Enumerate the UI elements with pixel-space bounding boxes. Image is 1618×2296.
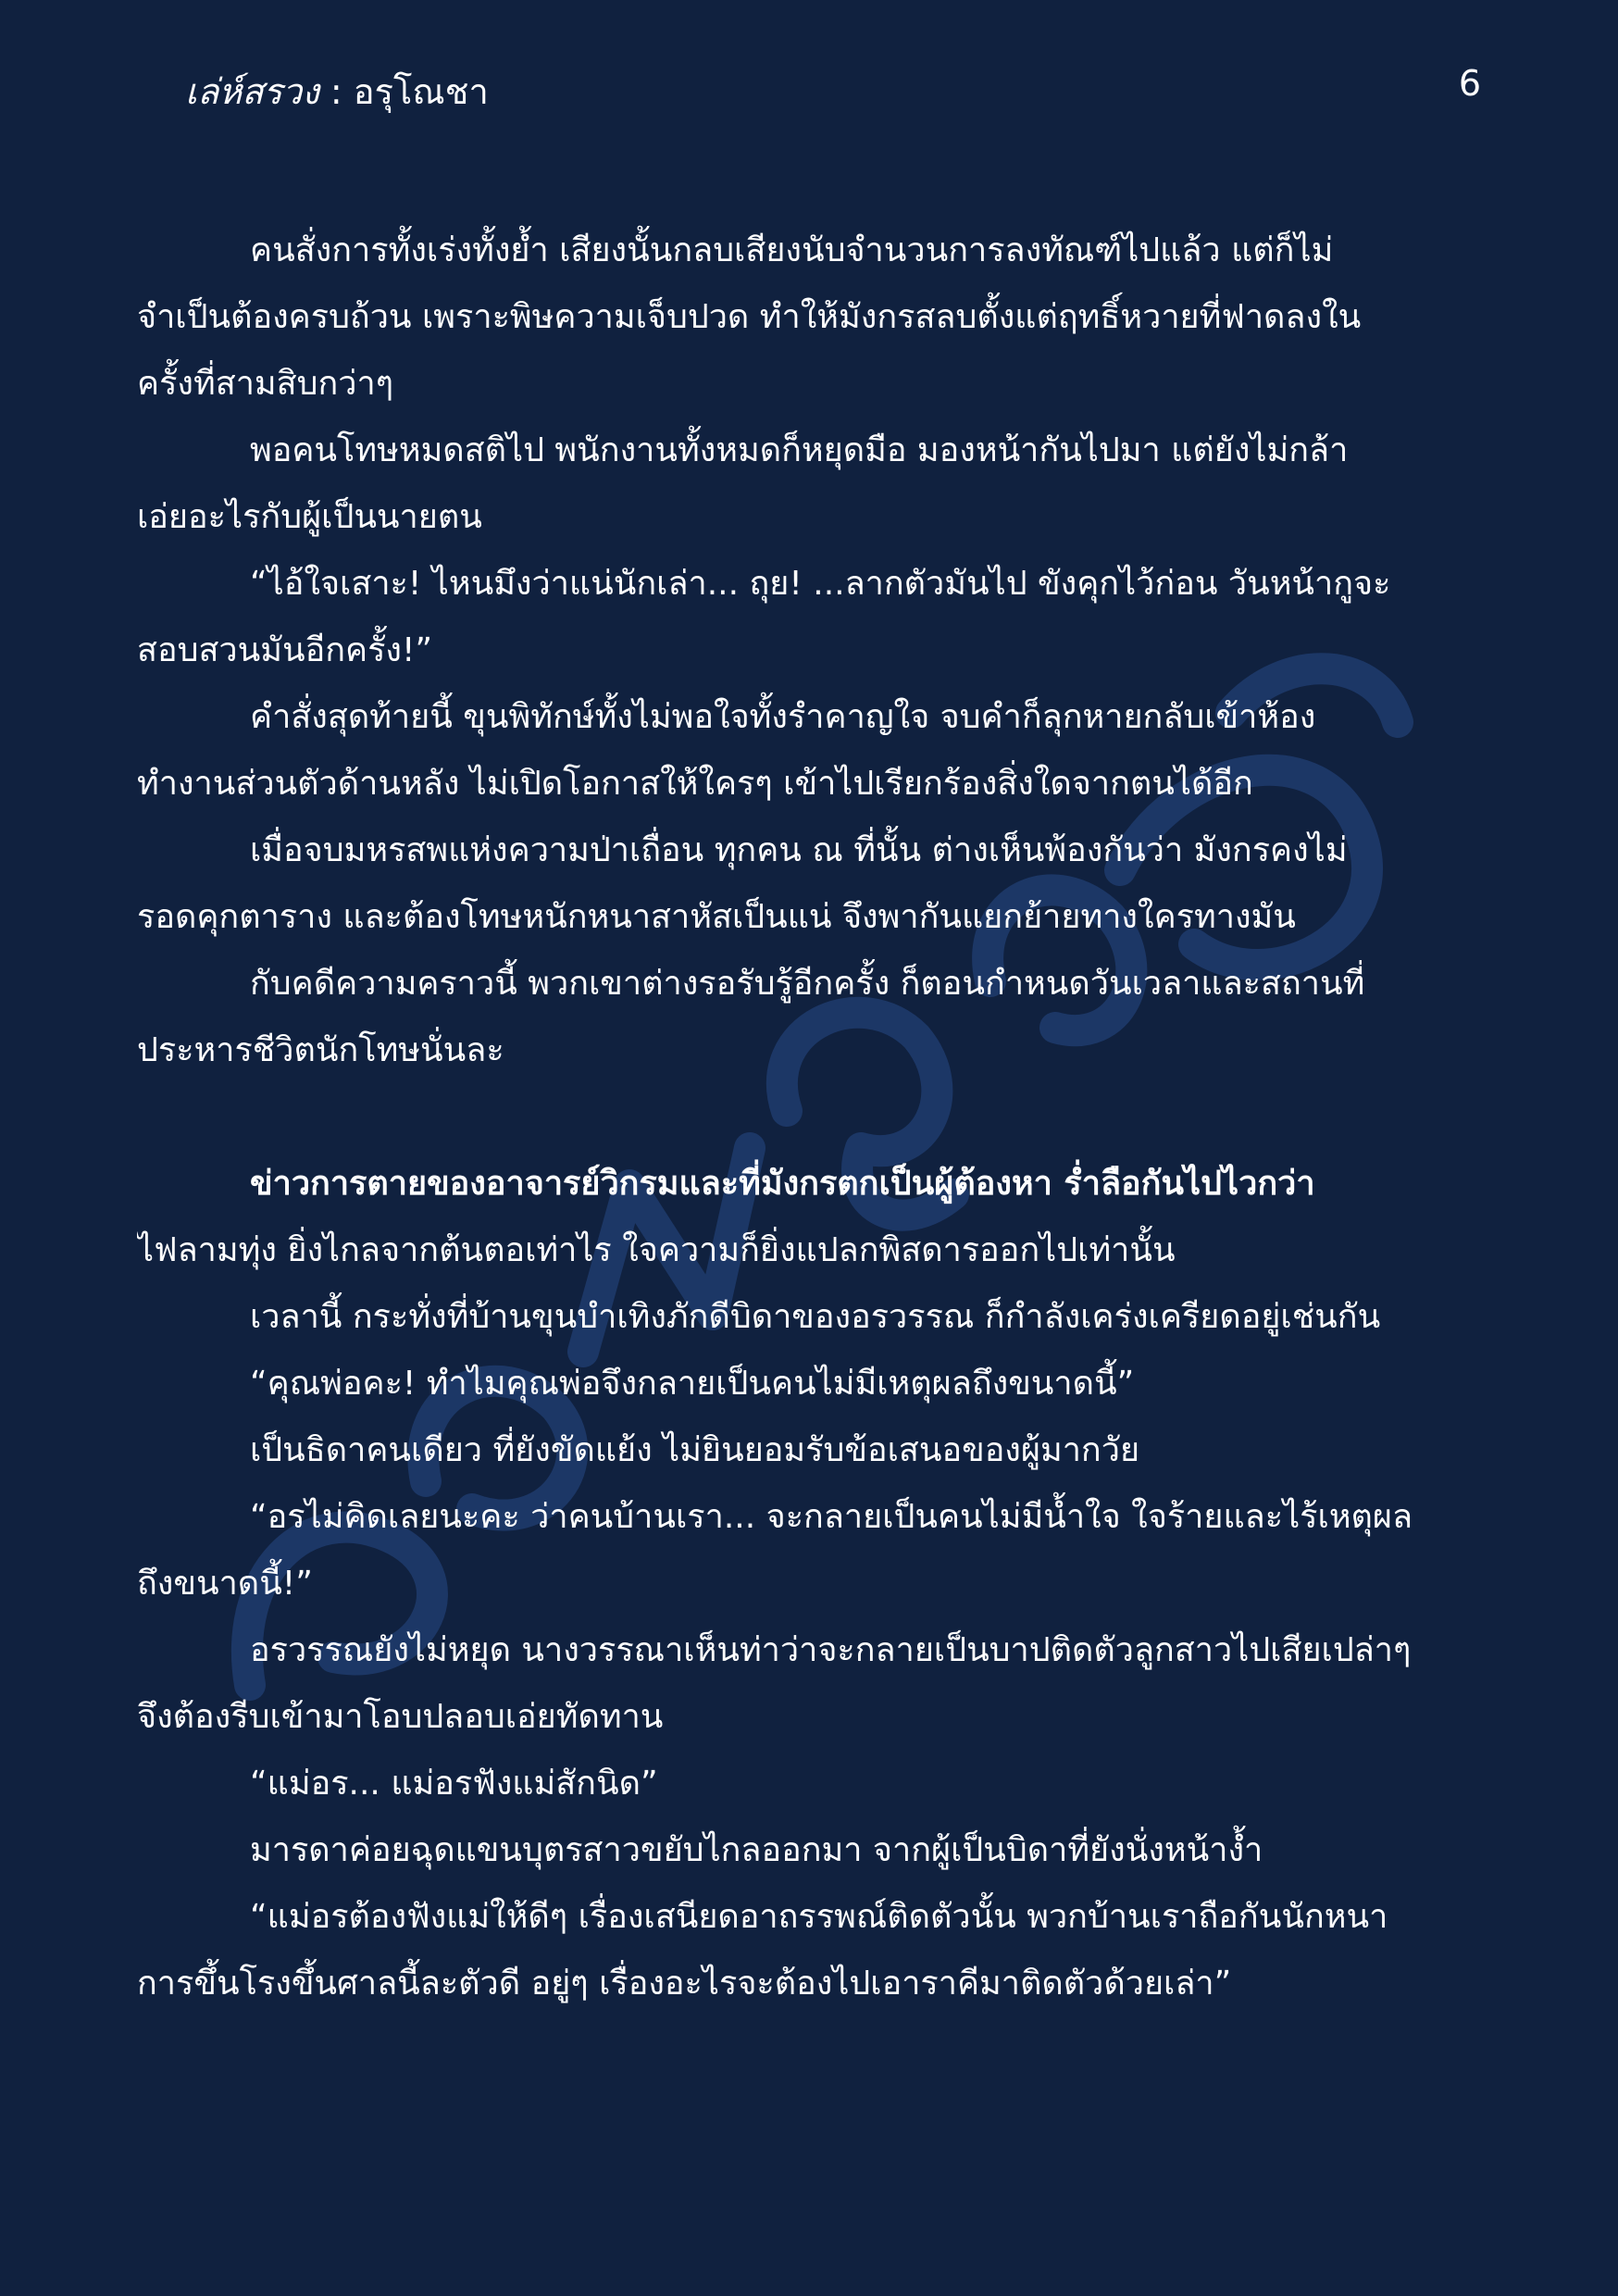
page-header <box>185 63 1481 119</box>
author-name: : อรุโณชา <box>318 71 489 112</box>
text-line: “คุณพ่อคะ! ทำไมคุณพ่อจึงกลายเป็นคนไม่มีเหตุผลถึงขนาดนี้” <box>250 1365 1135 1403</box>
text-line: กับคดีความคราวนี้ พวกเขาต่างรอรับรู้อีกครั้ง ก็ตอนกำหนดวันเวลาและสถานที่ <box>250 965 1365 1003</box>
text-line: ไฟลามทุ่ง ยิ่งไกลจากต้นตอเท่าไร ใจความก็ยิ่งแปลกพิสดารออกไปเท่านั้น <box>137 1231 1176 1269</box>
text-line: “แม่อร... แม่อรฟังแม่สักนิด” <box>250 1765 658 1803</box>
text-line: เวลานี้ กระทั่งที่บ้านขุนบำเทิงภักดีบิดาของอรวรรณ ก็กำลังเคร่งเครียดอยู่เช่นกัน <box>250 1298 1381 1336</box>
running-title <box>185 63 489 119</box>
text-line: คนสั่งการทั้งเร่งทั้งย้ำ เสียงนั้นกลบเสียงนับจำนวนการลงทัณฑ์ไปแล้ว แต่ก็ไม่ <box>250 231 1334 269</box>
page-number: 6 <box>1458 63 1481 104</box>
text-line: จำเป็นต้องครบถ้วน เพราะพิษความเจ็บปวด ทำให้มังกรสลบตั้งแต่ฤทธิ์หวายที่ฟาดลงใน <box>137 298 1362 336</box>
text-line: อรวรรณยังไม่หยุด นางวรรณาเห็นท่าว่าจะกลายเป็นบาปติดตัวลูกสาวไปเสียเปล่าๆ <box>250 1631 1412 1669</box>
text-line: “ไอ้ใจเสาะ! ไหนมึงว่าแน่นักเล่า... ถุย! ...ลากตัวมันไป ขังคุกไว้ก่อน วันหน้ากูจะ <box>250 565 1391 603</box>
bold-lead-line <box>137 1151 1488 1217</box>
text-line: เมื่อจบมหรสพแห่งความป่าเถื่อน ทุกคน ณ ที่นั้น ต่างเห็นพ้องกันว่า มังกรคงไม่ <box>250 831 1348 869</box>
text-line: รอดคุกตาราง และต้องโทษหนักหนาสาหัสเป็นแน่ จึงพากันแยกย้ายทางใครทางมัน <box>137 898 1296 936</box>
text-line: ครั้งที่สามสิบกว่าๆ <box>137 365 394 403</box>
text-line: การขึ้นโรงขึ้นศาลนี้ละตัวดี อยู่ๆ เรื่องอะไรจะต้องไปเอาราคีมาติดตัวด้วยเล่า” <box>137 1965 1232 2003</box>
text-line: สอบสวนมันอีกครั้ง!” <box>137 631 433 669</box>
text-line: จึงต้องรีบเข้ามาโอบปลอบเอ่ยทัดทาน <box>137 1698 664 1736</box>
bold-lead-text: ข่าวการตายของอาจารย์วิกรมและที่มังกรตกเป็นผู้ต้องหา ร่ำลือกันไปไวกว่า <box>250 1165 1315 1203</box>
book-title: เล่ห์สรวง <box>185 71 319 112</box>
text-line: เป็นธิดาคนเดียว ที่ยังขัดแย้ง ไม่ยินยอมรับข้อเสนอของผู้มากวัย <box>250 1431 1140 1469</box>
text-line: ทำงานส่วนตัวด้านหลัง ไม่เปิดโอกาสให้ใครๆ เข้าไปเรียกร้องสิ่งใดจากตนได้อีก <box>137 765 1253 803</box>
text-line: เอ่ยอะไรกับผู้เป็นนายตน <box>137 498 482 536</box>
text-line: ถึงขนาดนี้!” <box>137 1565 313 1603</box>
body-text <box>137 218 1488 2017</box>
text-line: มารดาค่อยฉุดแขนบุตรสาวขยับไกลออกมา จากผู้เป็นบิดาที่ยังนั่งหน้างํ้า <box>250 1831 1263 1869</box>
text-line: ประหารชีวิตนักโทษนั่นละ <box>137 1031 504 1069</box>
section-break <box>137 1084 1488 1151</box>
text-line: “แม่อรต้องฟังแม่ให้ดีๆ เรื่องเสนียดอาถรรพณ์ติดตัวนั้น พวกบ้านเราถือกันนักหนา <box>250 1898 1388 1936</box>
text-line: พอคนโทษหมดสติไป พนักงานทั้งหมดก็หยุดมือ มองหน้ากันไปมา แต่ยังไม่กล้า <box>250 431 1349 469</box>
text-line: “อรไม่คิดเลยนะคะ ว่าคนบ้านเรา... จะกลายเป็นคนไม่มีน้ำใจ ใจร้ายและไร้เหตุผล <box>250 1498 1413 1536</box>
text-line: คำสั่งสุดท้ายนี้ ขุนพิทักษ์ทั้งไม่พอใจทั้งรำคาญใจ จบคำก็ลุกหายกลับเข้าห้อง <box>250 698 1316 736</box>
